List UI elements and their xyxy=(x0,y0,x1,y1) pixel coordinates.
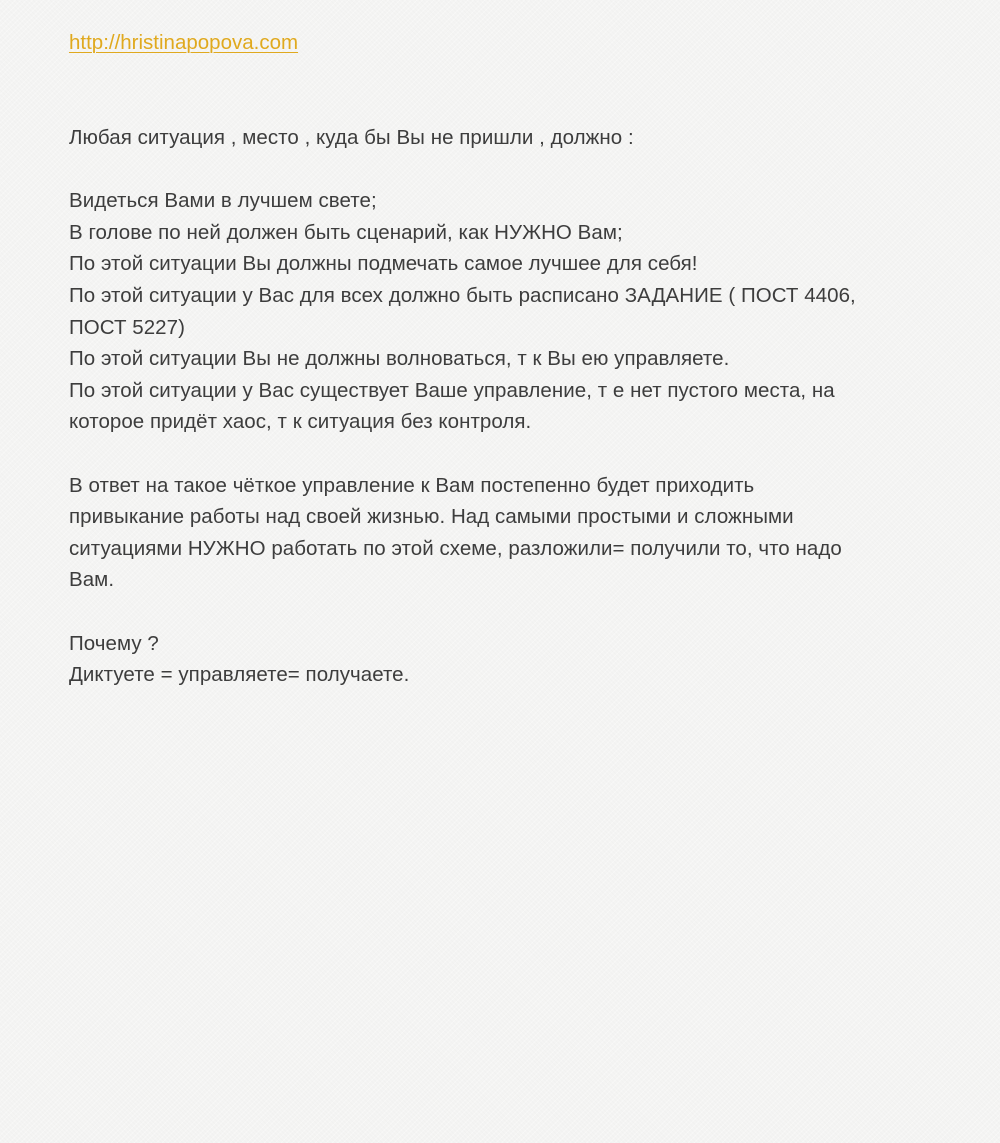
text-line: ситуациями НУЖНО работать по этой схеме, разложили= получили то, что надо xyxy=(69,536,842,560)
text-line: ПОСТ 5227) xyxy=(69,315,185,339)
text-line: Вам. xyxy=(69,568,115,592)
text-line: В голове по ней должен быть сценарий, как НУЖНО Вам; xyxy=(69,220,623,244)
note-text xyxy=(69,122,939,691)
text-line: По этой ситуации у Вас существует Ваше управление, т е нет пустого места, на xyxy=(69,378,835,402)
text-line xyxy=(69,438,939,470)
text-line: В ответ на такое чёткое управление к Вам постепенно будет приходить xyxy=(69,473,755,497)
text-line: Почему ? xyxy=(69,631,159,655)
text-line: привыкание работы над своей жизнью. Над самыми простыми и сложными xyxy=(69,505,794,529)
note-body xyxy=(69,27,939,691)
text-line xyxy=(69,154,939,186)
text-line: По этой ситуации Вы не должны волноваться, т к Вы ею управляете. xyxy=(69,347,730,371)
text-line: Любая ситуация , место , куда бы Вы не пришли , должно : xyxy=(69,126,634,149)
text-line: По этой ситуации у Вас для всех должно быть расписано ЗАДАНИЕ ( ПОСТ 4406, xyxy=(69,283,856,307)
text-line: которое придёт хаос, т к ситуация без контроля. xyxy=(69,410,532,434)
text-line: Диктуете = управляете= получаете. xyxy=(69,663,410,687)
text-line: Видеться Вами в лучшем свете; xyxy=(69,189,377,213)
text-line: По этой ситуации Вы должны подмечать самое лучшее для себя! xyxy=(69,252,698,276)
text-line xyxy=(69,596,939,628)
website-link[interactable]: http://hristinapopova.com xyxy=(69,31,299,54)
